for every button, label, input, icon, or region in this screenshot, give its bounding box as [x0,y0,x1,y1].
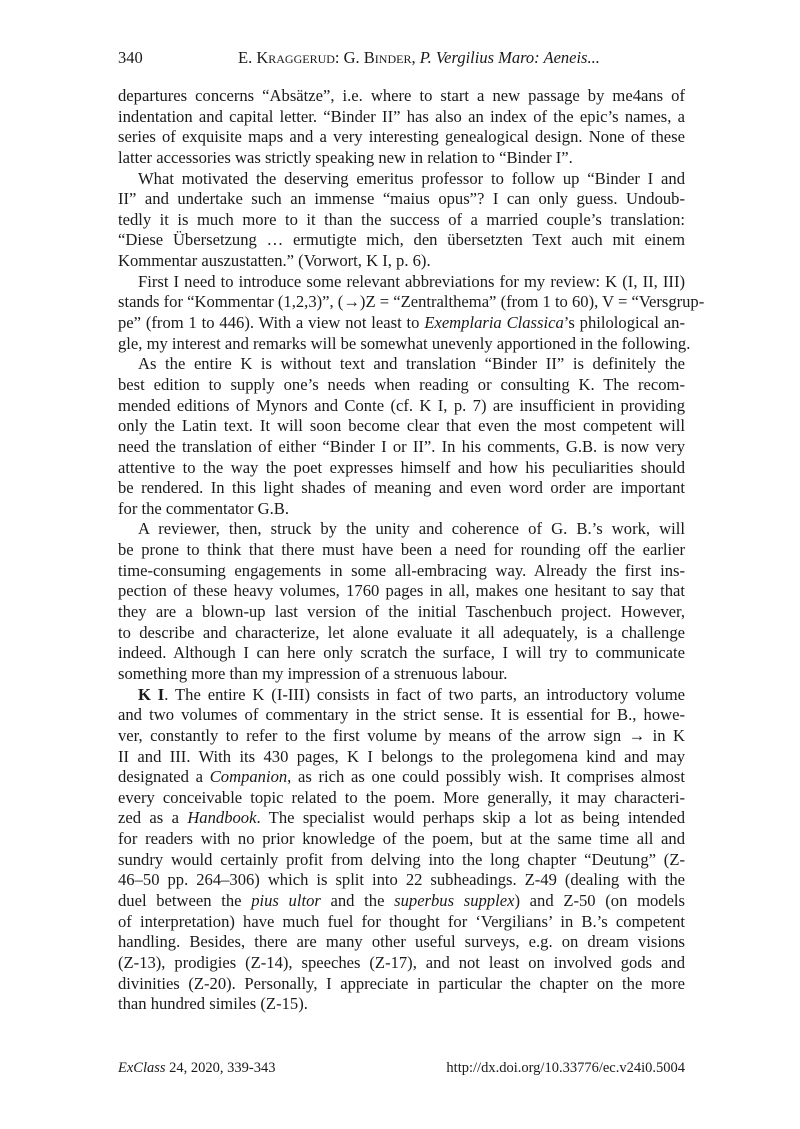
text-segment: need the translation of either “Binder I or II”. In his comments, G.B. is now very [118,436,685,456]
text-segment: ’s philological an- [563,313,685,333]
text-segment: handling. Besides, there are many other useful surveys, e.g. on dream visions [118,932,685,952]
text-segment: divinities (Z-20). Personally, I appreciate in particular the chapter on the more [118,973,685,993]
text-segment: only the Latin text. It will soon become clear that even the most competent will [118,416,685,436]
text-segment: latter accessories was strictly speaking new in relation to “Binder I”. [118,147,573,167]
text-segment: First I need to introduce some relevant abbreviations for my review: K (I, II, III) [138,271,685,291]
header-work-title: P. Vergilius Maro: Aeneis... [419,48,600,67]
text-segment: series of exquisite maps and a very interesting genealogical design. None of these [118,127,685,147]
text-line [118,974,685,995]
text-line [118,623,685,644]
journal-citation [118,1060,276,1077]
text-segment: . The specialist would perhaps skip a lot as being intended [256,808,685,828]
text-segment: A reviewer, then, struck by the unity and coherence of G. B.’s work, will [138,519,685,539]
text-segment: indentation and capital letter. “Binder II” has also an index of the epic’s names, a [118,106,685,126]
paragraph [118,169,685,272]
text-line [118,788,685,809]
text-segment: II” and undertake such an immense “maius opus”? I can only guess. Undoub- [118,189,685,209]
text-segment: (Z-13), prodigies (Z-14), speeches (Z-17), and not least on involved gods and [118,952,685,972]
text-segment: mended editions of Mynors and Conte (cf. K I, p. 7) are insufficient in providing [118,395,685,415]
text-segment: . The entire K (I-III) consists in fact of two parts, an introductory volume [164,684,686,704]
text-line [118,685,685,706]
text-line [118,86,685,107]
text-line [118,932,685,953]
text-line [118,437,685,458]
text-segment: 46–50 pp. 264–306) which is split into 22 subheadings. Z-49 (dealing with the [118,870,685,890]
text-segment: than hundred similes (Z-15). [118,994,308,1014]
text-segment: tedly it is much more to it than the success of a married couple’s translation: [118,209,685,229]
text-line [118,581,685,602]
text-line [118,396,685,417]
header-subject-author: G. Binder [343,48,412,67]
text-segment: II and III. With its 430 pages, K I belongs to the prolegomena kind and may [118,746,685,766]
text-line [118,829,685,850]
journal-volume: 24, 2020, 339-343 [165,1060,276,1076]
text-segment: for the commentator G.B. [118,498,289,518]
text-line [118,726,685,747]
running-title: E. Kraggerud: G. Binder, P. Vergilius Maro: Aeneis... [238,48,600,67]
text-segment: ver, constantly to refer to the first volume by means of the arrow sign → in K [118,725,685,745]
text-segment: indeed. Although I can here only scratch the surface, I will try to communicate [118,643,685,663]
text-line [118,891,685,912]
text-segment: , as rich as one could possibly wish. It comprises almost [287,767,686,787]
text-line [118,478,685,499]
text-segment: every conceivable topic related to the poem. More generally, it may characteri- [118,787,685,807]
text-segment: to describe and characterize, let alone evaluate it all adequately, is a challenge [118,622,685,642]
text-line [118,519,685,540]
text-line [118,850,685,871]
text-segment: departures concerns “Absätze”, i.e. where to start a new passage by me4ans of [118,86,685,105]
text-line [118,458,685,479]
text-segment: attentive to the way the poet expresses himself and how his peculiarities should [118,457,685,477]
text-line [118,333,691,355]
text-line [118,808,685,829]
text-line [118,313,685,334]
paragraph [118,354,685,519]
text-line [118,375,685,396]
text-line [118,767,685,788]
text-line [118,499,685,520]
text-line [118,540,685,561]
text-segment: pe” (from 1 to 446). With a view not least to [118,313,425,333]
header-author: E. Kraggerud [238,48,335,67]
text-line [118,602,685,623]
text-segment: they are a blown-up last version of the initial Taschenbuch project. However, [118,602,685,622]
text-line [118,189,685,210]
italic-text: Exemplaria Classica [424,313,564,333]
text-line [118,169,685,190]
text-segment: be rendered. In this light shades of meaning and even word order are important [118,478,685,498]
text-line [118,354,685,375]
text-segment: best edition to supply one’s needs when reading or consulting K. The recom- [118,374,685,394]
text-line [118,870,685,891]
text-segment: duel between the [118,890,252,910]
paragraph [118,685,685,1015]
text-line [118,416,685,437]
article-body [118,86,705,1015]
text-segment: and two volumes of commentary in the strict sense. It is essential for B., howe- [118,705,685,725]
text-segment: sundry would certainly profit from delving into the long chapter “Deutung” (Z- [118,849,685,869]
text-line [118,127,685,148]
doi-link[interactable]: http://dx.doi.org/10.33776/ec.v24i0.5004 [446,1060,685,1076]
text-line [118,664,685,685]
italic-text: Handbook [187,808,257,828]
paragraph [118,519,685,684]
text-segment: stands for “Kommentar (1,2,3)”, (→)Z = “Zentralthema” (from 1 to 60), V = “Versgrup- [118,292,705,312]
text-segment: zed as a [118,808,188,828]
paragraph [118,86,685,169]
text-segment: gle, my interest and remarks will be somewhat unevenly apportioned in the following. [118,333,691,353]
text-line [118,251,685,272]
text-line [118,148,685,169]
text-segment: and the [320,890,395,910]
text-line [118,994,685,1015]
text-segment: of interpretation) have much fuel for thought for ‘Vergilians’ in B.’s competent [118,911,685,931]
text-line [118,107,685,128]
text-segment: time-consuming engagements in some all-embracing way. Already the first ins- [118,560,685,580]
text-line [118,953,685,974]
text-line [118,705,685,726]
italic-text: pius ultor [251,890,321,910]
text-segment: be prone to think that there must have been a need for rounding off the earlier [118,540,685,560]
text-line [118,210,685,231]
text-segment: “Diese Übersetzung … ermutigte mich, den übersetzten Text auch mit einem [118,230,685,250]
text-segment: for readers with no prior knowledge of the poem, but at the same time all and [118,829,685,849]
text-segment: ) and Z-50 (on models [514,890,686,910]
text-segment: What motivated the deserving emeritus professor to follow up “Binder I and [138,168,685,188]
paragraph [118,271,705,355]
text-line [118,272,685,293]
section-label: K I [138,684,165,704]
text-line [118,643,685,664]
text-line [118,561,685,582]
text-segment: Kommentar auszustatten.” (Vorwort, K I, p. 6). [118,251,431,271]
text-segment: something more than my impression of a strenuous labour. [118,663,508,683]
text-line [118,292,705,313]
text-line [118,230,685,251]
italic-text: Companion [209,767,288,787]
text-segment: designated a [118,767,210,787]
italic-text: superbus supplex [394,890,515,910]
page-number: 340 [118,48,143,67]
text-line [118,912,685,933]
text-segment: pection of these heavy volumes, 1760 pages in all, makes one hesitant to say that [118,581,685,601]
text-segment: As the entire K is without text and translation “Binder II” is definitely the [138,354,685,374]
text-line [118,747,685,768]
journal-name: ExClass [118,1060,166,1076]
